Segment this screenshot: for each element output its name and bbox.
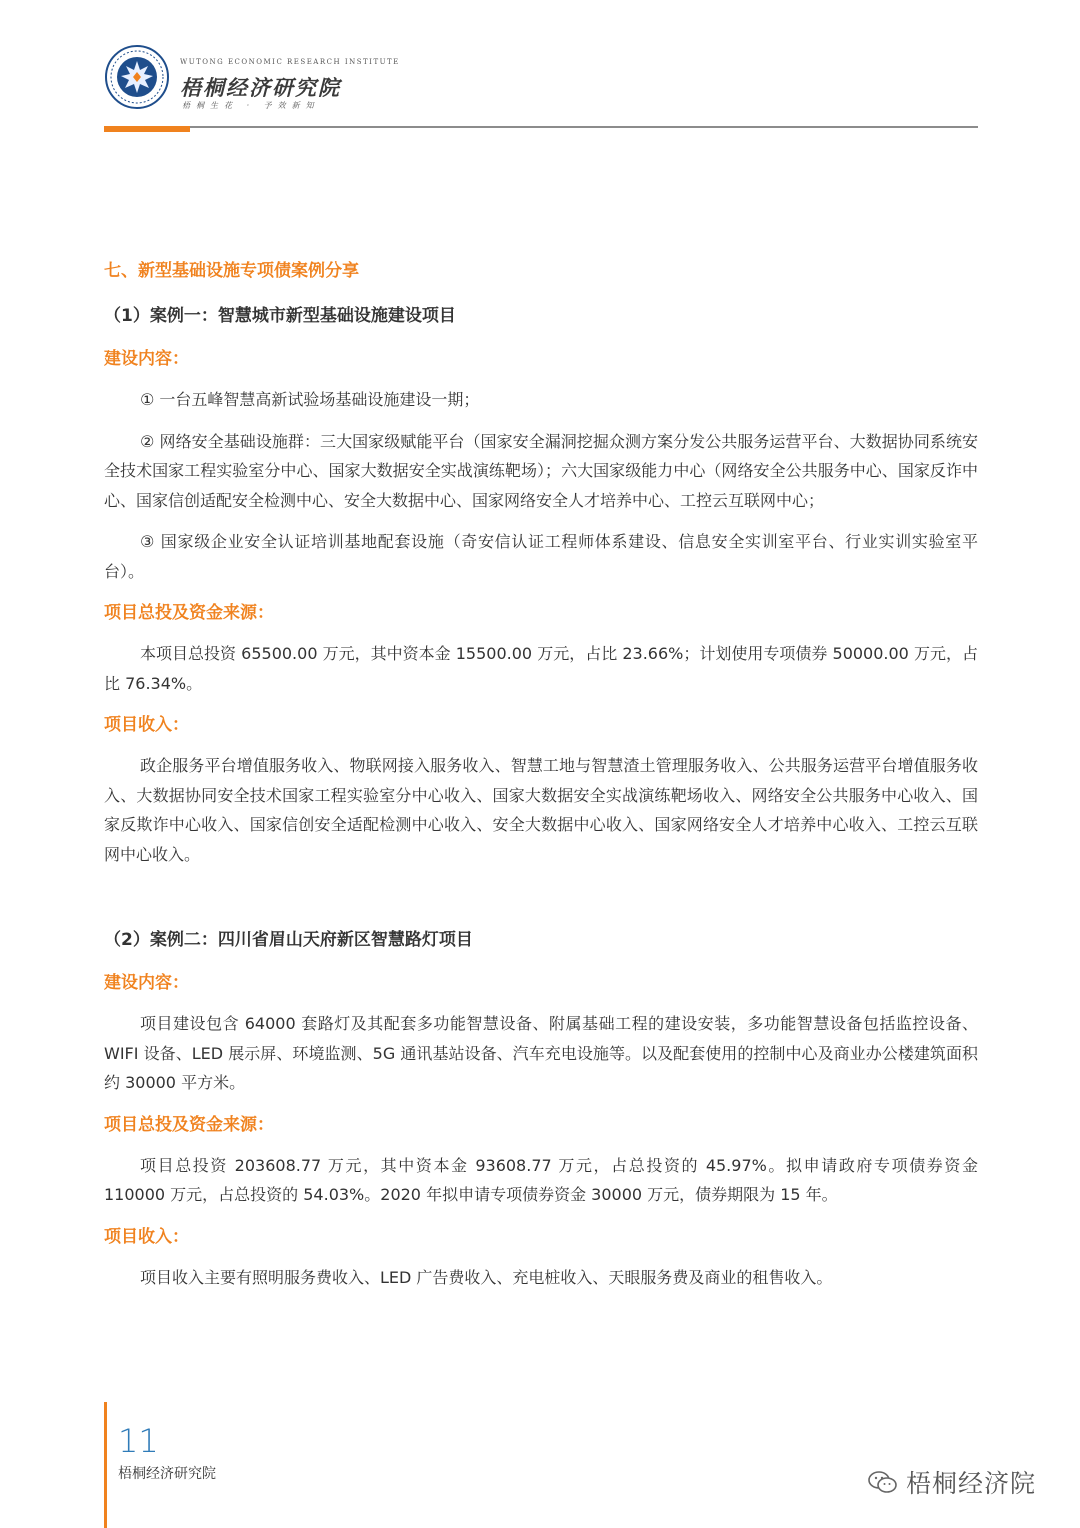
construction-item: 项目建设包含 64000 套路灯及其配套多功能智慧设备、附属基础工程的建设安装，多功能智慧设备包括监控设备、WIFI 设备、LED 展示屏、环境监测、5G 通讯基站设备、汽车充电设施等。以及配套使用的控制中心及商业办公楼建筑面积约 30000 平方米。 <box>104 1014 978 1092</box>
brand-name-en: WUTONG ECONOMIC RESEARCH INSTITUTE <box>180 58 400 66</box>
case-block <box>104 301 978 869</box>
investment-label: 项目总投及资金来源： <box>104 603 274 623</box>
footer-accent-bar <box>104 1402 107 1528</box>
main-content <box>104 256 978 1304</box>
header-accent-bar <box>104 126 190 132</box>
section-title: 七、新型基础设施专项债案例分享 <box>104 261 359 281</box>
brand-slogan: 梧桐生花 · 予效新知 <box>182 101 320 110</box>
revenue-text: 项目收入主要有照明服务费收入、LED 广告费收入、充电桩收入、天眼服务费及商业的租售收入。 <box>140 1267 833 1287</box>
investment-text: 项目总投资 203608.77 万元，其中资本金 93608.77 万元，占总投资的 45.97%。拟申请政府专项债券资金 110000 万元，占总投资的 54.03%。2020 年拟申请专项债券资金 30000 万元，债券期限为 15 年。 <box>104 1155 978 1204</box>
wechat-icon <box>868 1470 898 1494</box>
page-number: 11 <box>118 1422 159 1460</box>
page-header <box>104 44 978 136</box>
construction-label: 建设内容： <box>104 973 189 993</box>
case-title: （2）案例二：四川省眉山天府新区智慧路灯项目 <box>104 930 473 950</box>
footer-org-name: 梧桐经济研究院 <box>118 1466 216 1482</box>
construction-item: ① 一台五峰智慧高新试验场基础设施建设一期； <box>140 390 480 409</box>
revenue-label: 项目收入： <box>104 1226 189 1247</box>
wechat-watermark <box>868 1464 1036 1500</box>
construction-label: 建设内容： <box>104 349 189 369</box>
watermark-text: 梧桐经济院 <box>906 1469 1037 1498</box>
construction-item: ③ 国家级企业安全认证培训基地配套设施（奇安信认证工程师体系建设、信息安全实训室平台、行业实训实验室平台）。 <box>104 532 978 581</box>
header-divider <box>104 126 978 128</box>
case-block <box>104 925 978 1292</box>
institute-logo-icon <box>104 44 170 110</box>
investment-label: 项目总投及资金来源： <box>104 1114 274 1135</box>
revenue-label: 项目收入： <box>104 715 189 735</box>
investment-text: 本项目总投资 65500.00 万元，其中资本金 15500.00 万元，占比 23.66%；计划使用专项债券 50000.00 万元，占比 76.34%。 <box>104 644 978 693</box>
construction-item: ② 网络安全基础设施群：三大国家级赋能平台（国家安全漏洞挖掘众测方案分发公共服务运营平台、大数据协同系统安全技术国家工程实验室分中心、国家大数据安全实战演练靶场）；六大国家级能力中心（网络安全公共服务中心、国家反诈中心、国家信创适配安全检测中心、安全大数据中心、国家网络安全人才培养中心、工控云互联网中心； <box>104 431 978 510</box>
revenue-text: 政企服务平台增值服务收入、物联网接入服务收入、智慧工地与智慧渣土管理服务收入、公共服务运营平台增值服务收入、大数据协同安全技术国家工程实验室分中心收入、国家大数据安全实战演练靶场收入、网络安全公共服务中心收入、国家反欺诈中心收入、国家信创安全适配检测中心收入、安全大数据中心收入、国家网络安全人才培养中心收入、工控云互联网中心收入。 <box>104 756 978 864</box>
case-title: （1）案例一：智慧城市新型基础设施建设项目 <box>104 306 456 326</box>
case-spacer <box>104 881 978 925</box>
brand-name-cn: 梧桐经济研究院 <box>180 75 341 100</box>
